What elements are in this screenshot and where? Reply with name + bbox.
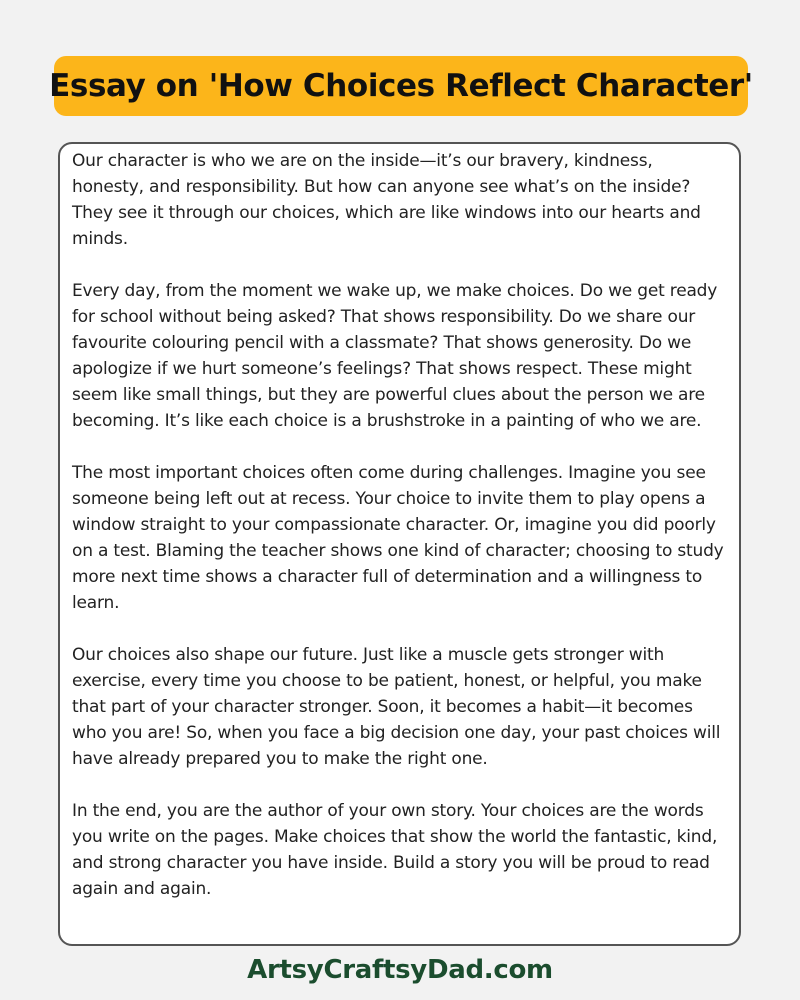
essay-paragraph-5: In the end, you are the author of your own story. Your choices are the words you write on the pages. Make choices that show the world the fantastic, kind, and strong character you have inside. Build a story you will be proud to read again and again. bbox=[72, 801, 718, 899]
essay-paragraph-3: The most important choices often come during challenges. Imagine you see someone being left out at recess. Your choice to invite them to play opens a window straight to your compassionate character. Or, imagine you did poorly on a test. Blaming the teacher shows one kind of character; choosing to study more next time shows a character full of determination and a willingness to learn. bbox=[72, 463, 724, 613]
essay-paragraph-4: Our choices also shape our future. Just like a muscle gets stronger with exercise, every time you choose to be patient, honest, or helpful, you make that part of your character stronger. Soon, it becomes a habit—it becomes who you are! So, when you face a big decision one day, your past choices will have already prepared you to make the right one. bbox=[72, 645, 721, 769]
essay-paragraph-1: Our character is who we are on the inside—it’s our bravery, kindness, honesty, and responsibility. But how can anyone see what’s on the inside? They see it through our choices, which are like windows into our hearts and minds. bbox=[72, 151, 701, 249]
essay-card bbox=[58, 142, 741, 946]
footer-website: ArtsyCraftsyDad.com bbox=[247, 955, 553, 985]
title-banner bbox=[49, 56, 753, 116]
essay-body bbox=[72, 148, 727, 944]
essay-paragraph-2: Every day, from the moment we wake up, we make choices. Do we get ready for school without being asked? That shows responsibility. Do we share our favourite colouring pencil with a classmate? That shows generosity. Do we apologize if we hurt someone’s feelings? That shows respect. These might seem like small things, but they are powerful clues about the person we are becoming. It’s like each choice is a brushstroke in a painting of who we are. bbox=[72, 281, 718, 431]
page-title: Essay on 'How Choices Reflect Character' bbox=[49, 68, 753, 104]
